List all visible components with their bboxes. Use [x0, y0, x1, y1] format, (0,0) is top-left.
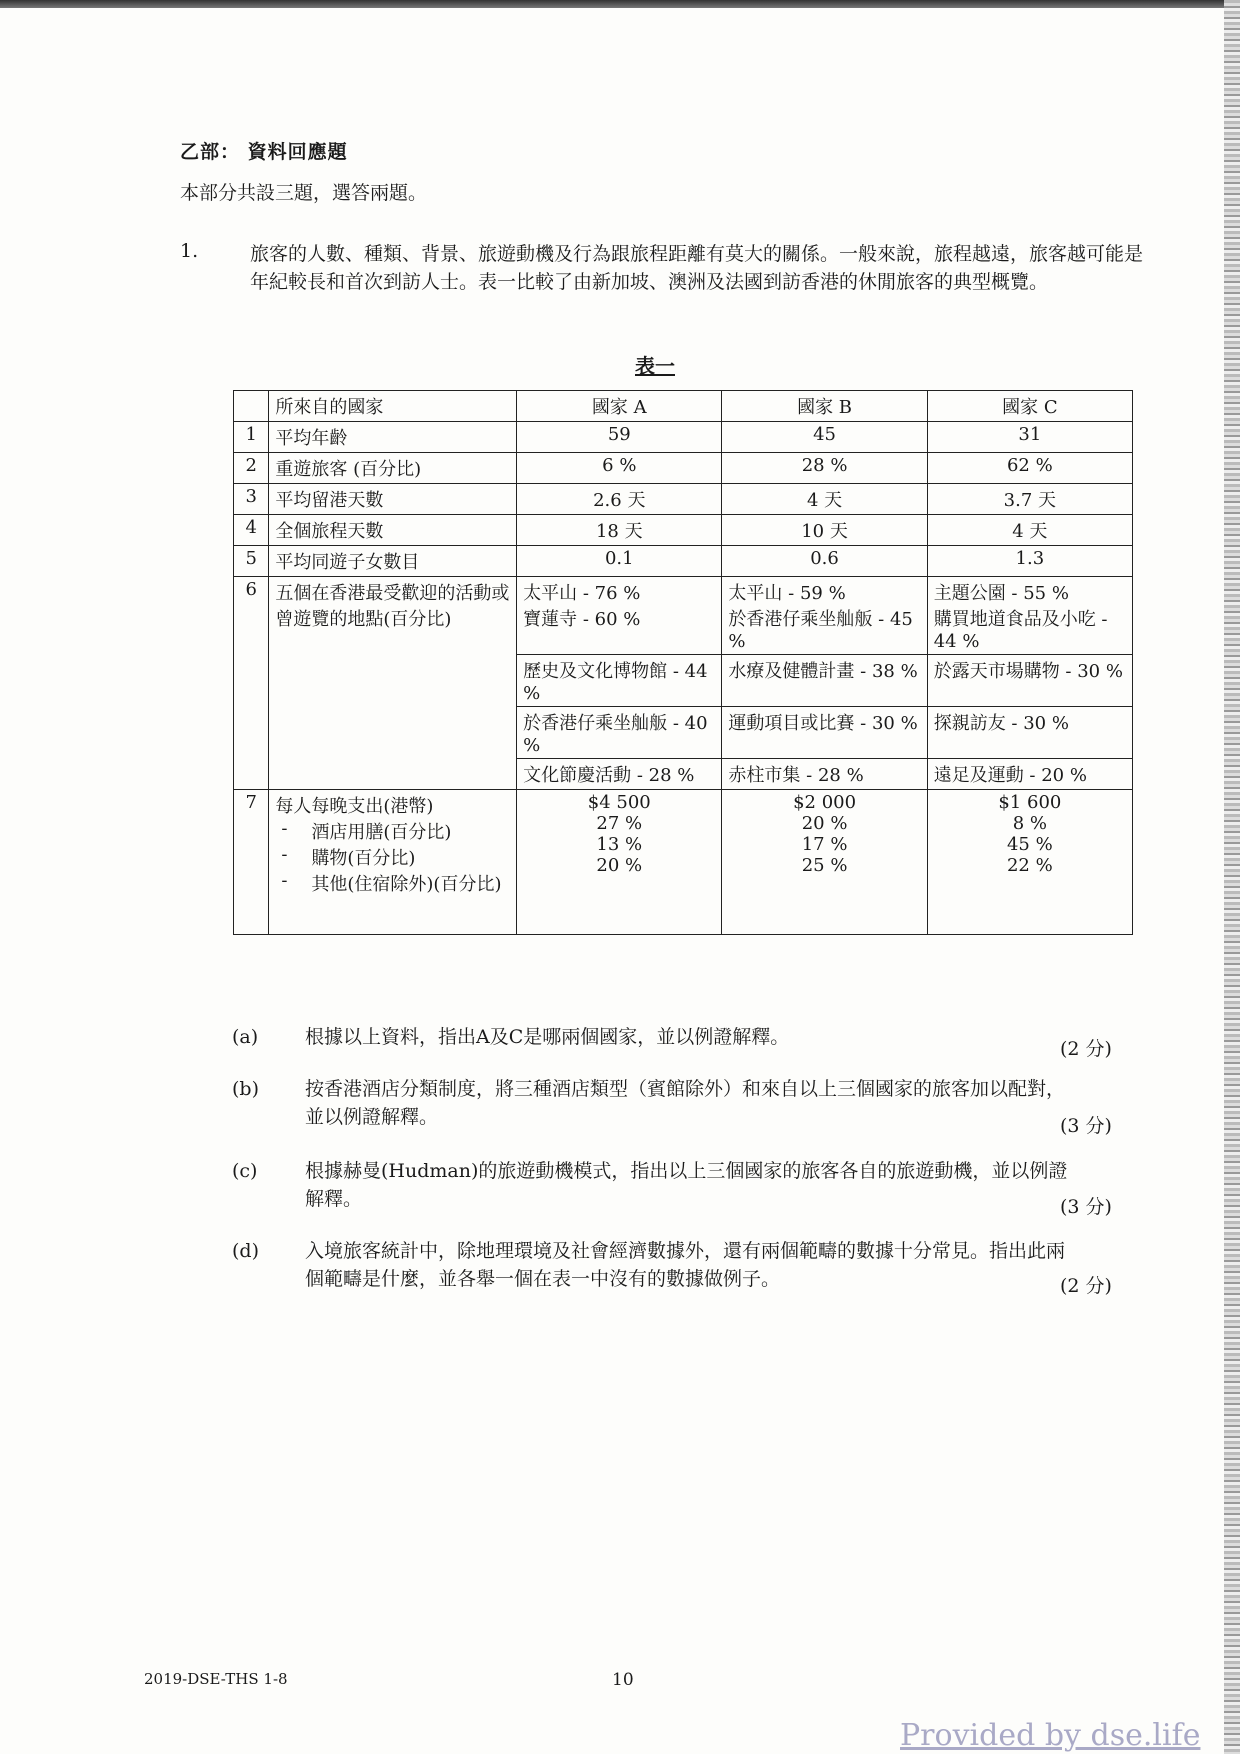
activity-c: 探親訪友 - 30 %	[927, 707, 1132, 759]
section-subtitle: 本部分共設三題，選答兩題。	[180, 182, 428, 204]
part-d-text: 入境旅客統計中，除地理環境及社會經濟數據外，還有兩個範疇的數據十分常見。指出此兩個範疇是什麼，並各舉一個在表一中沒有的數據做例子。	[305, 1240, 1066, 1290]
spending-value: $4 500	[587, 792, 651, 813]
cell-b: 4 天	[722, 484, 927, 515]
row-label: 平均年齡	[269, 422, 517, 453]
spending-value: 20 %	[596, 855, 643, 876]
question-text: 旅客的人數、種類、背景、旅遊動機及行為跟旅程距離有莫大的關係。一般來說，旅程越遠，旅客越可能是年紀較長和首次到訪人士。表一比較了由新加坡、澳洲及法國到訪香港的休閒旅客的典型概覽。	[250, 243, 1144, 293]
spending-b	[722, 790, 927, 935]
exam-code: 2019-DSE-THS 1-8	[144, 1670, 288, 1688]
activity-item: 購買地道食品及小吃 - 44 %	[933, 609, 1108, 652]
cell-b: 28 %	[722, 453, 927, 484]
part-a-text: 根據以上資料，指出A及C是哪兩個國家，並以例證解釋。	[305, 1026, 790, 1048]
scan-top-edge	[0, 0, 1240, 8]
spending-value: 22 %	[1006, 855, 1053, 876]
part-a-label: (a)	[232, 1026, 259, 1048]
header-country-b: 國家 B	[722, 391, 927, 422]
cell-c: 3.7 天	[927, 484, 1132, 515]
table-row-activities	[234, 577, 1133, 655]
part-d-marks: (2 分)	[1060, 1275, 1112, 1297]
row-num: 5	[234, 546, 269, 577]
cell-b: 45	[722, 422, 927, 453]
watermark: Provided by dse.life	[900, 1718, 1201, 1753]
activity-b: 赤柱市集 - 28 %	[722, 759, 927, 790]
part-b-text: 按香港酒店分類制度，將三種酒店類型（賓館除外）和來自以上三個國家的旅客加以配對，並以例證解釋。	[305, 1078, 1066, 1128]
cell-a: 6 %	[517, 453, 722, 484]
cell-c: 62 %	[927, 453, 1132, 484]
activity-c	[927, 577, 1132, 655]
row-num: 4	[234, 515, 269, 546]
activity-b: 水療及健體計畫 - 38 %	[722, 655, 927, 707]
table-row	[234, 453, 1133, 484]
spending-value: 27 %	[596, 813, 643, 834]
activity-c: 於露天市場購物 - 30 %	[927, 655, 1132, 707]
table-row	[234, 484, 1133, 515]
spending-value: 20 %	[801, 813, 848, 834]
row-num: 6	[234, 577, 269, 790]
spending-value: 17 %	[801, 834, 848, 855]
part-b-label: (b)	[232, 1078, 259, 1100]
cell-a: 18 天	[517, 515, 722, 546]
row-label: 全個旅程天數	[269, 515, 517, 546]
cell-b: 10 天	[722, 515, 927, 546]
row-num: 7	[234, 790, 269, 935]
spending-value: 8 %	[1012, 813, 1047, 834]
section-title: 乙部： 資料回應題	[180, 141, 348, 163]
header-label: 所來自的國家	[269, 391, 517, 422]
activity-a: 歷史及文化博物館 - 44 %	[517, 655, 722, 707]
row-num: 2	[234, 453, 269, 484]
cell-c: 31	[927, 422, 1132, 453]
part-a-marks: (2 分)	[1060, 1038, 1112, 1060]
row-num: 1	[234, 422, 269, 453]
spending-labels	[269, 790, 517, 935]
activity-item: 寶蓮寺 - 60 %	[523, 609, 641, 630]
activity-item: 主題公園 - 55 %	[933, 583, 1069, 604]
page-number: 10	[612, 1670, 634, 1690]
part-b-marks: (3 分)	[1060, 1115, 1112, 1137]
activity-b	[722, 577, 927, 655]
table-row	[234, 422, 1133, 453]
part-c-text: 根據赫曼(Hudman)的旅遊動機模式，指出以上三個國家的旅客各自的旅遊動機，並以例證解釋。	[305, 1160, 1068, 1210]
row-label: 五個在香港最受歡迎的活動或曾遊覽的地點(百分比)	[269, 577, 517, 790]
cell-a: 2.6 天	[517, 484, 722, 515]
activity-item: 太平山 - 76 %	[523, 583, 641, 604]
spending-value: 13 %	[596, 834, 643, 855]
question-number: 1.	[180, 240, 199, 262]
row-label: 重遊旅客 (百分比)	[269, 453, 517, 484]
table-header-row	[234, 391, 1133, 422]
cell-c: 4 天	[927, 515, 1132, 546]
row-label: 平均同遊子女數目	[269, 546, 517, 577]
activity-item: 太平山 - 59 %	[728, 583, 846, 604]
spending-value: 45 %	[1006, 834, 1053, 855]
spending-c	[927, 790, 1132, 935]
scan-right-edge	[1224, 0, 1240, 1754]
spending-sub-label: - 酒店用膳(百分比)	[275, 818, 510, 844]
spending-value: $1 600	[998, 792, 1062, 813]
cell-c: 1.3	[927, 546, 1132, 577]
activity-c: 遠足及運動 - 20 %	[927, 759, 1132, 790]
spending-sub-label: - 其他(住宿除外)(百分比)	[275, 870, 510, 896]
header-country-c: 國家 C	[927, 391, 1132, 422]
spending-sub-label: - 購物(百分比)	[275, 844, 510, 870]
header-num-cell	[234, 391, 269, 422]
part-d-label: (d)	[232, 1240, 259, 1262]
part-c-label: (c)	[232, 1160, 258, 1182]
table-row	[234, 515, 1133, 546]
spending-label: 每人每晚支出(港幣)	[275, 796, 434, 817]
activity-item: 於香港仔乘坐舢舨 - 45 %	[728, 609, 913, 652]
part-c-marks: (3 分)	[1060, 1196, 1112, 1218]
activity-a: 文化節慶活動 - 28 %	[517, 759, 722, 790]
cell-a: 0.1	[517, 546, 722, 577]
activity-a	[517, 577, 722, 655]
cell-a: 59	[517, 422, 722, 453]
data-table	[233, 390, 1133, 935]
row-label: 平均留港天數	[269, 484, 517, 515]
table-row-spending	[234, 790, 1133, 935]
row-num: 3	[234, 484, 269, 515]
activity-b: 運動項目或比賽 - 30 %	[722, 707, 927, 759]
spending-value: $2 000	[793, 792, 857, 813]
cell-b: 0.6	[722, 546, 927, 577]
spending-value: 25 %	[801, 855, 848, 876]
spending-a	[517, 790, 722, 935]
header-country-a: 國家 A	[517, 391, 722, 422]
activity-a: 於香港仔乘坐舢舨 - 40 %	[517, 707, 722, 759]
table-row	[234, 546, 1133, 577]
table-title: 表一	[635, 354, 675, 378]
